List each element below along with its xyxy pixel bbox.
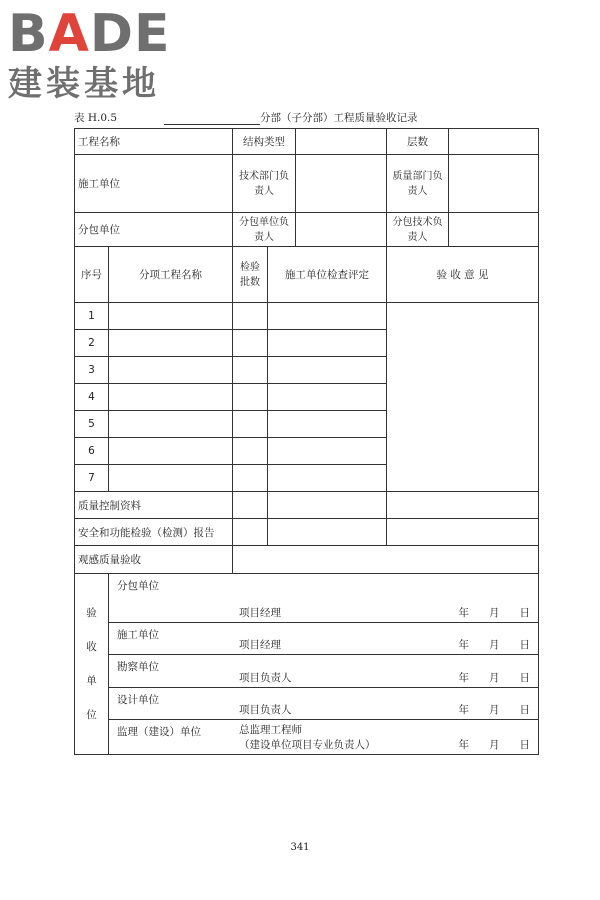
- item-name-cell[interactable]: [109, 330, 233, 357]
- quality-docs-label: 质量控制资料: [75, 492, 233, 519]
- self-check-cell[interactable]: [268, 438, 387, 465]
- self-check-header: 施工单位检查评定: [268, 247, 387, 303]
- safety-tests-label: 安全和功能检验（检测）报告: [75, 519, 233, 546]
- self-check-cell[interactable]: [268, 303, 387, 330]
- subcontractor-head-value[interactable]: [296, 213, 387, 247]
- row-number: 7: [75, 465, 109, 492]
- item-name-header: 分项工程名称: [109, 247, 233, 303]
- party-signer-label: 项目负责人: [239, 672, 292, 684]
- batch-count-header: 检验批数: [233, 247, 268, 303]
- party-unit-label: 勘察单位: [117, 661, 159, 673]
- acceptance-subcontractor[interactable]: [109, 574, 539, 623]
- supervision-unit-label: 监理（建设）单位: [117, 726, 201, 738]
- batch-count-cell[interactable]: [233, 384, 268, 411]
- subcontractor-label: 分包单位: [75, 213, 233, 247]
- page-number: 341: [290, 842, 310, 853]
- acceptance-construction[interactable]: [109, 623, 539, 655]
- structure-type-label: 结构类型: [233, 129, 296, 155]
- supervision-signer-label: 总监理工程师: [239, 724, 302, 736]
- party-signer-label: 项目负责人: [239, 704, 292, 716]
- opinion-cell[interactable]: [387, 303, 539, 492]
- safety-tests-count[interactable]: [233, 519, 268, 546]
- brand-logo: [8, 6, 178, 104]
- batch-count-cell[interactable]: [233, 303, 268, 330]
- quality-docs-count[interactable]: [233, 492, 268, 519]
- tech-dept-head-label: 技术部门负责人: [233, 155, 296, 213]
- seq-header: 序号: [75, 247, 109, 303]
- row-number: 5: [75, 411, 109, 438]
- floors-label: 层数: [387, 129, 449, 155]
- table-title: 分部（子分部）工程质量验收记录: [260, 112, 418, 124]
- floors-value[interactable]: [449, 129, 539, 155]
- item-name-cell[interactable]: [109, 303, 233, 330]
- party-unit-label: 施工单位: [117, 629, 159, 641]
- self-check-cell[interactable]: [268, 411, 387, 438]
- safety-tests-check[interactable]: [268, 519, 387, 546]
- construction-unit-label: 施工单位: [75, 155, 233, 213]
- batch-count-cell[interactable]: [233, 357, 268, 384]
- row-number: 2: [75, 330, 109, 357]
- party-signer-label: 项目经理: [239, 639, 281, 651]
- supervision-signer-note: （建设单位项目专业负责人）: [239, 739, 376, 751]
- self-check-cell[interactable]: [268, 465, 387, 492]
- party-date: 年 月 日: [458, 607, 530, 619]
- acceptance-survey[interactable]: [109, 655, 539, 688]
- tech-dept-head-value[interactable]: [296, 155, 387, 213]
- item-name-cell[interactable]: [109, 411, 233, 438]
- structure-type-value[interactable]: [296, 129, 387, 155]
- item-name-cell[interactable]: [109, 438, 233, 465]
- self-check-cell[interactable]: [268, 357, 387, 384]
- party-date: 年 月 日: [458, 739, 530, 751]
- safety-tests-opinion[interactable]: [387, 519, 539, 546]
- quality-dept-head-value[interactable]: [449, 155, 539, 213]
- party-date: 年 月 日: [458, 672, 530, 684]
- party-date: 年 月 日: [458, 704, 530, 716]
- quality-dept-head-label: 质量部门负责人: [387, 155, 449, 213]
- appearance-label: 观感质量验收: [75, 546, 233, 574]
- item-name-cell[interactable]: [109, 465, 233, 492]
- item-name-cell[interactable]: [109, 357, 233, 384]
- party-date: 年 月 日: [458, 639, 530, 651]
- subcontractor-head-label: 分包单位负责人: [233, 213, 296, 247]
- quality-docs-opinion[interactable]: [387, 492, 539, 519]
- party-unit-label: 分包单位: [117, 580, 159, 592]
- acceptance-record-table: [74, 128, 539, 755]
- party-signer-label: 项目经理: [239, 607, 281, 619]
- row-number: 4: [75, 384, 109, 411]
- appearance-value[interactable]: [233, 546, 539, 574]
- self-check-cell[interactable]: [268, 384, 387, 411]
- batch-count-cell[interactable]: [233, 330, 268, 357]
- subcontractor-tech-head-label: 分包技术负责人: [387, 213, 449, 247]
- table-number: 表 H.0.5: [74, 112, 118, 124]
- row-number: 1: [75, 303, 109, 330]
- batch-count-cell[interactable]: [233, 465, 268, 492]
- acceptance-design[interactable]: [109, 688, 539, 720]
- acceptance-supervision[interactable]: [109, 720, 539, 755]
- quality-docs-check[interactable]: [268, 492, 387, 519]
- table-caption: [74, 110, 538, 125]
- acceptance-units-label: 验 收 单 位: [75, 574, 109, 755]
- batch-count-cell[interactable]: [233, 411, 268, 438]
- subcontractor-tech-head-value[interactable]: [449, 213, 539, 247]
- row-number: 3: [75, 357, 109, 384]
- party-unit-label: 设计单位: [117, 694, 159, 706]
- caption-blank-line: [164, 112, 260, 125]
- self-check-cell[interactable]: [268, 330, 387, 357]
- row-number: 6: [75, 438, 109, 465]
- opinion-header: 验 收 意 见: [387, 247, 539, 303]
- brand-logo-subtitle: 建装基地: [8, 64, 160, 104]
- item-name-cell[interactable]: [109, 384, 233, 411]
- brand-logo-text: BADE: [8, 4, 171, 64]
- project-name-label: 工程名称: [75, 129, 233, 155]
- batch-count-cell[interactable]: [233, 438, 268, 465]
